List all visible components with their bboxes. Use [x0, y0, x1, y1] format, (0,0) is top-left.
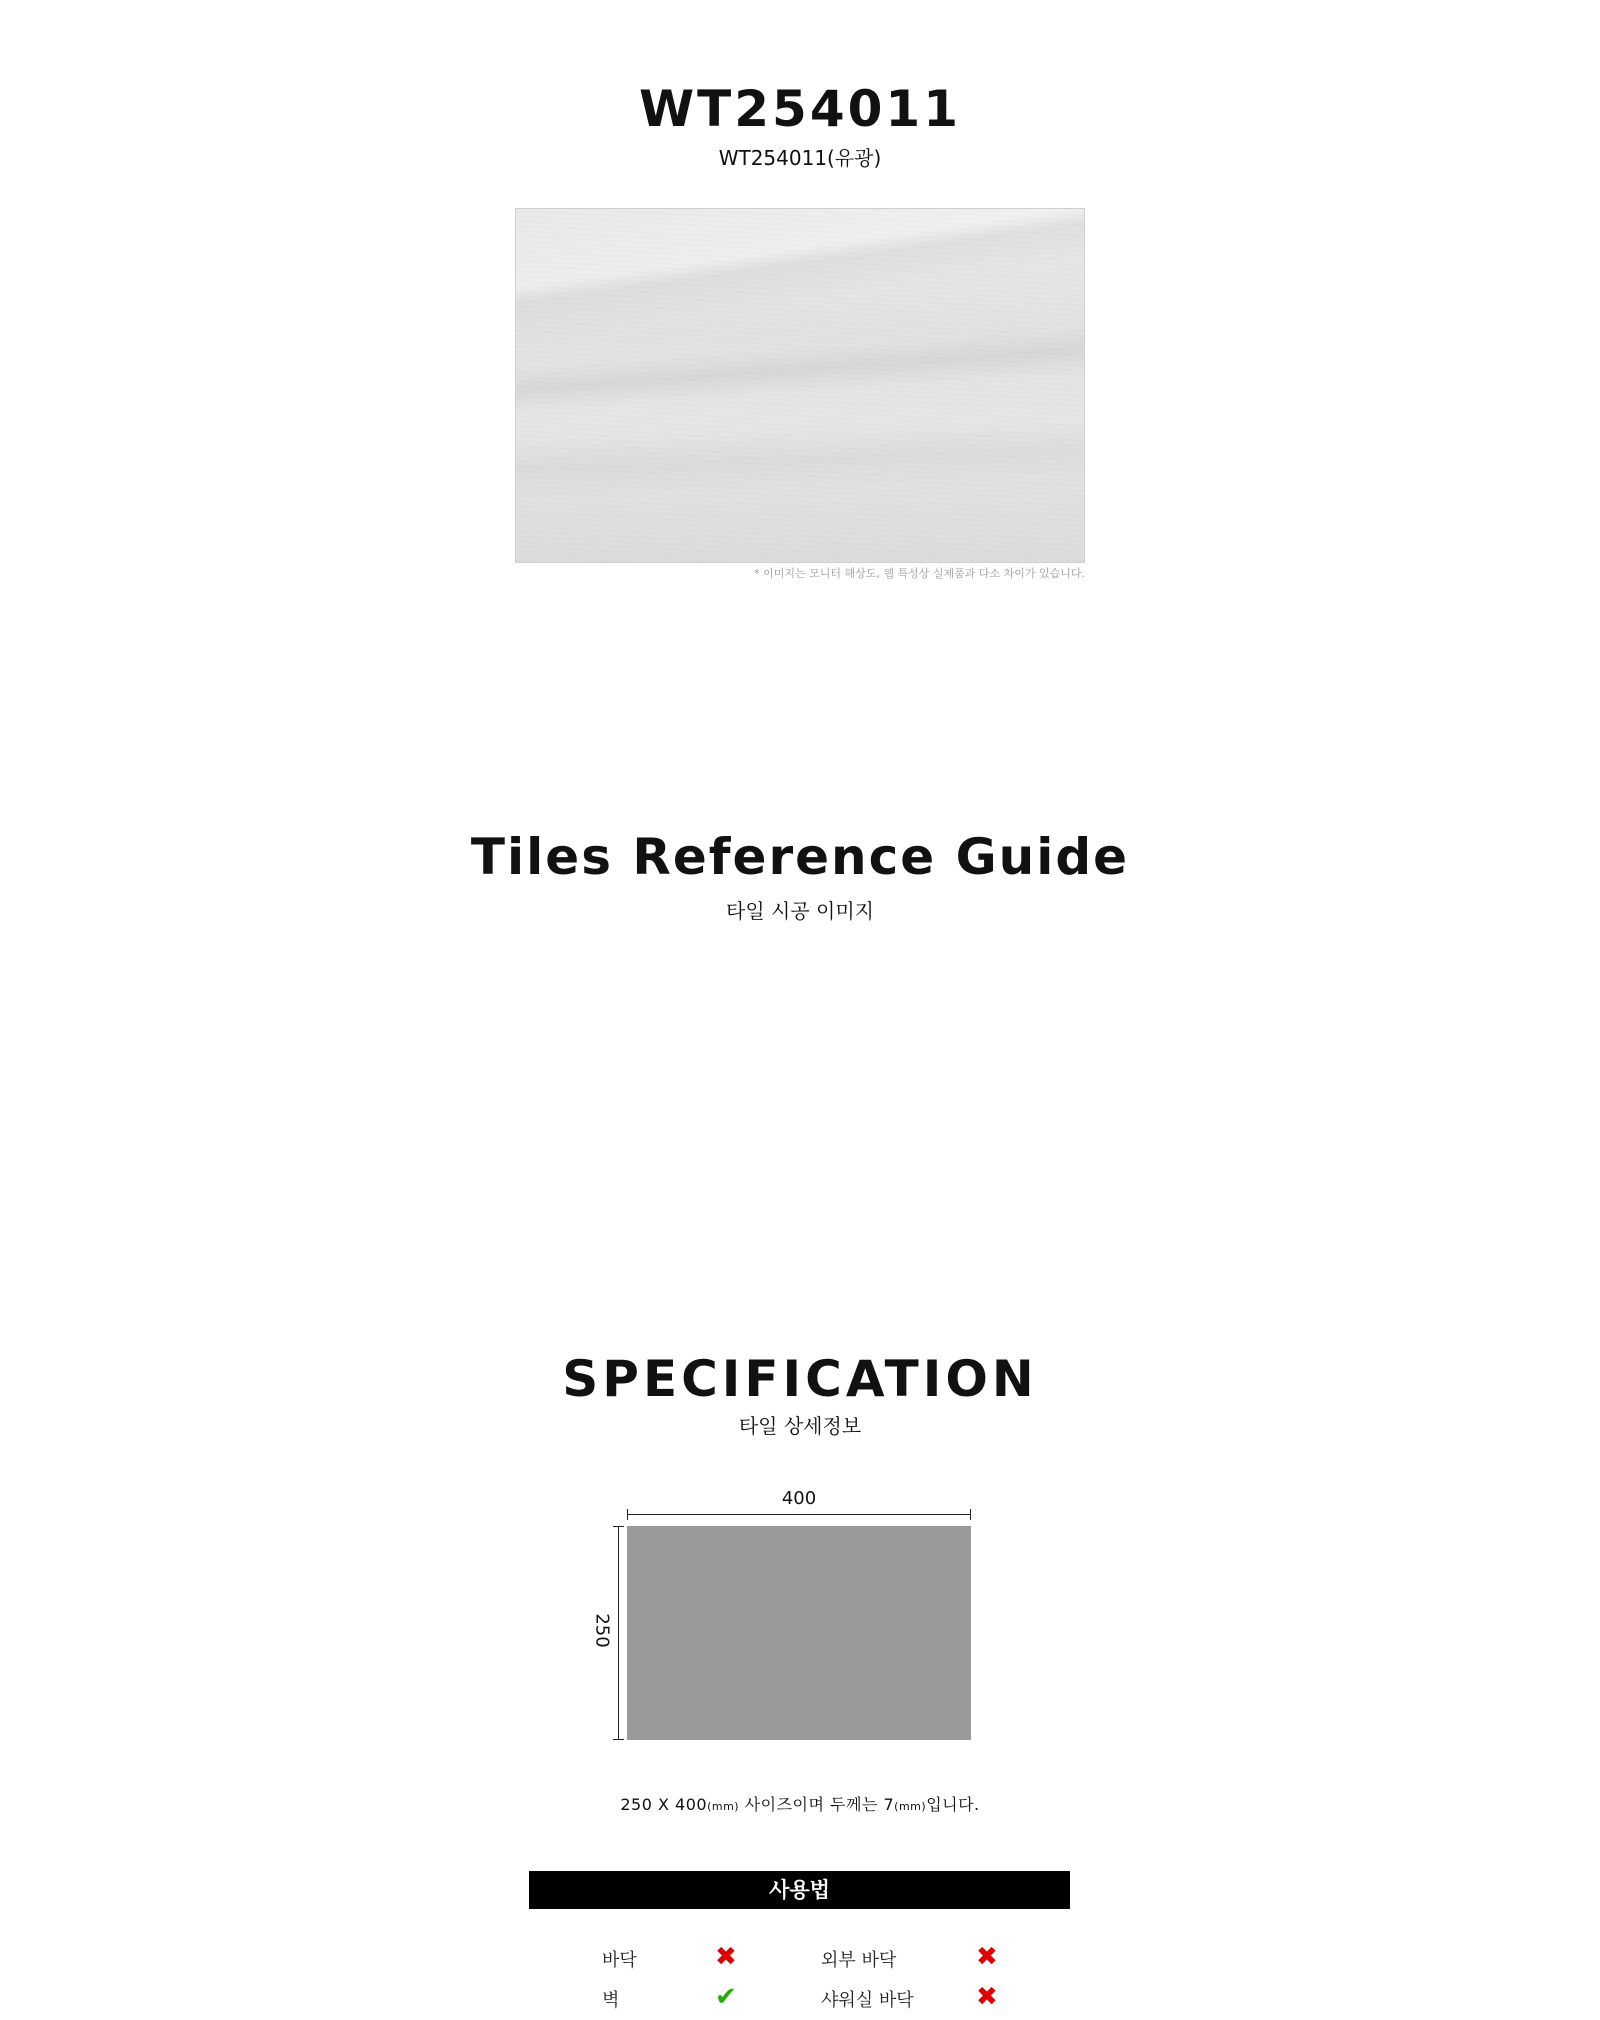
tile-product-image [515, 208, 1085, 563]
usage-header: 사용법 [529, 1871, 1070, 1909]
usage-label-wall: 벽 [602, 1990, 620, 2011]
spec-subtitle: 타일 상세정보 [738, 1414, 862, 1438]
width-dimension-tick-right [970, 1509, 971, 1520]
product-code: WT254011 [639, 80, 961, 138]
size-note-middle: 사이즈이며 두께는 7 [739, 1795, 895, 1814]
height-dimension-tick-top [613, 1526, 624, 1527]
tile-width-label: 400 [781, 1488, 817, 1509]
tile-height-label: 250 [591, 1613, 613, 1648]
guide-subtitle: 타일 시공 이미지 [726, 899, 874, 923]
size-note-dims: 250 X 400 [620, 1795, 708, 1814]
usage-shower-floor-x-icon: ✖ [976, 1982, 998, 2012]
usage-wall-check-icon: ✔ [715, 1982, 737, 2012]
size-note-unit2: (mm) [894, 1800, 927, 1813]
usage-exterior-floor-x-icon: ✖ [976, 1942, 998, 1972]
usage-floor-x-icon: ✖ [715, 1942, 737, 1972]
usage-label-floor: 바닥 [602, 1950, 637, 1971]
size-note-end: 입니다. [926, 1795, 980, 1814]
width-dimension-tick-left [627, 1509, 628, 1520]
guide-title: Tiles Reference Guide [470, 828, 1130, 886]
height-dimension-line [618, 1526, 619, 1740]
height-dimension-tick-bottom [613, 1739, 624, 1740]
spec-title: SPECIFICATION [562, 1350, 1038, 1408]
usage-label-exterior-floor: 외부 바닥 [821, 1950, 897, 1971]
size-note-unit1: (mm) [707, 1800, 740, 1813]
image-disclaimer: * 이미지는 모니터 해상도, 웹 특성상 실제품과 다소 차이가 있습니다. [754, 567, 1085, 580]
product-subtitle: WT254011(유광) [718, 146, 882, 170]
size-note [0, 1792, 1600, 1815]
width-dimension-line [627, 1514, 971, 1515]
tile-size-diagram [627, 1526, 971, 1740]
usage-label-shower-floor: 샤워실 바닥 [821, 1990, 914, 2011]
